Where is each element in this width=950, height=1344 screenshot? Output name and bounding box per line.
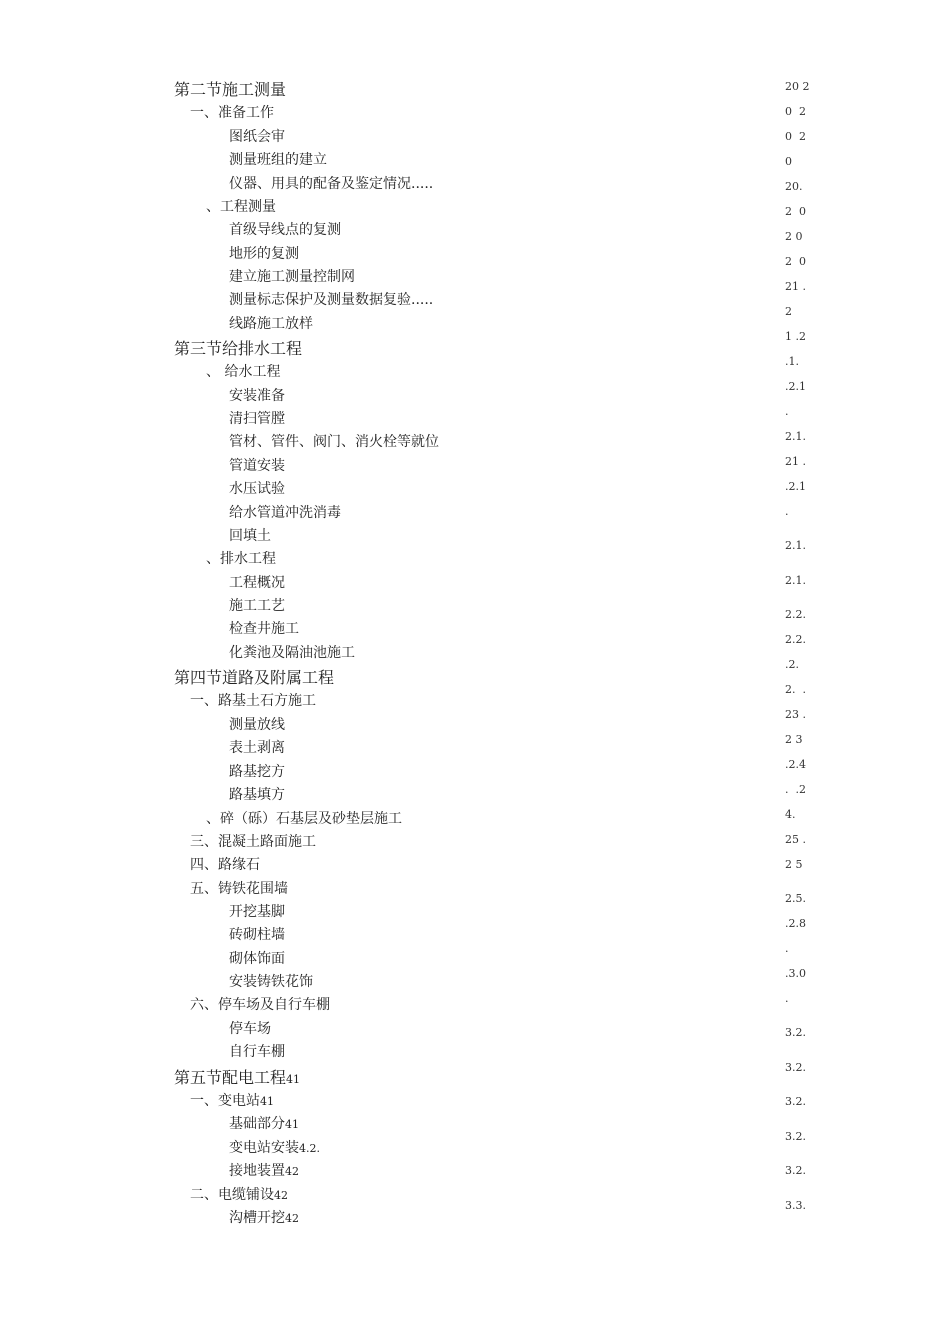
toc-item[interactable]: 砌体饰面 bbox=[229, 951, 285, 967]
toc-item[interactable]: 水压试验 bbox=[229, 481, 285, 497]
page-number: . .2 bbox=[785, 783, 806, 796]
page-number: 2. . bbox=[785, 683, 806, 696]
toc-item[interactable]: 仪器、用具的配备及鉴定情况..... bbox=[229, 176, 434, 192]
page-number: 2 0 bbox=[785, 255, 806, 268]
subsection-heading[interactable] bbox=[190, 1184, 288, 1204]
page-number: 2.2. bbox=[785, 633, 806, 646]
page-number: 3.2. bbox=[785, 1061, 806, 1074]
toc-item[interactable]: 图纸会审 bbox=[229, 129, 285, 145]
toc-item[interactable] bbox=[229, 1160, 299, 1180]
section-heading[interactable]: 第四节道路及附属工程 bbox=[174, 668, 335, 687]
subsection-heading[interactable]: 一、路基土石方施工 bbox=[190, 693, 316, 709]
page-number: .2.1 bbox=[785, 480, 806, 493]
inline-page-number: 41 bbox=[286, 1073, 301, 1086]
inline-page-number: 42 bbox=[274, 1189, 288, 1202]
toc-item[interactable]: 开挖基脚 bbox=[229, 904, 285, 920]
toc-item[interactable]: 线路施工放样 bbox=[229, 316, 313, 332]
page-number: .3.0 bbox=[785, 967, 806, 980]
toc-item[interactable]: 管道安装 bbox=[229, 458, 285, 474]
page-number: . bbox=[785, 992, 789, 1005]
toc-item[interactable]: 首级导线点的复测 bbox=[229, 222, 341, 238]
page-number: 2.5. bbox=[785, 892, 806, 905]
subsection-heading[interactable]: 四、路缘石 bbox=[190, 857, 260, 873]
page-number: . bbox=[785, 942, 789, 955]
inline-page-number: 42 bbox=[285, 1212, 299, 1225]
toc-item-label: 沟槽开挖 bbox=[229, 1210, 285, 1226]
toc-item[interactable]: 安装铸铁花饰 bbox=[229, 974, 313, 990]
toc-item[interactable]: 管材、管件、阀门、消火栓等就位 bbox=[229, 434, 439, 450]
inline-page-number: 41 bbox=[285, 1118, 299, 1131]
page-number: 2 0 bbox=[785, 230, 803, 243]
page-number: 3.3. bbox=[785, 1199, 806, 1212]
page-number: 0 bbox=[785, 155, 792, 168]
page-number: 2 bbox=[785, 305, 792, 318]
toc-item[interactable] bbox=[229, 1113, 299, 1133]
toc-item-label: 接地装置 bbox=[229, 1163, 285, 1179]
subsection-heading[interactable] bbox=[190, 1090, 274, 1110]
toc-item[interactable]: 回填土 bbox=[229, 528, 271, 544]
toc-item[interactable]: 工程概况 bbox=[229, 575, 285, 591]
toc-item[interactable]: 测量放线 bbox=[229, 717, 285, 733]
page-number: 0 2 bbox=[785, 105, 806, 118]
page-number: .2. bbox=[785, 658, 799, 671]
page-number: . bbox=[785, 505, 789, 518]
subsection-heading[interactable]: 、排水工程 bbox=[206, 551, 276, 567]
subsection-heading[interactable]: 、碎（砾）石基层及砂垫层施工 bbox=[206, 811, 402, 827]
page-number: 25 . bbox=[785, 833, 806, 846]
page-number: 3.2. bbox=[785, 1026, 806, 1039]
page-number: 20. bbox=[785, 180, 803, 193]
toc-item-label: 基础部分 bbox=[229, 1116, 285, 1132]
page-number: .1. bbox=[785, 355, 799, 368]
section-heading[interactable]: 第二节施工测量 bbox=[174, 80, 287, 99]
page-number: 3.2. bbox=[785, 1164, 806, 1177]
inline-page-number: 42 bbox=[285, 1165, 299, 1178]
toc-item[interactable]: 化粪池及隔油池施工 bbox=[229, 645, 355, 661]
section-title: 第五节配电工程 bbox=[174, 1068, 287, 1087]
page-number: 2.1. bbox=[785, 539, 806, 552]
page-number: .2.8 bbox=[785, 917, 806, 930]
subsection-heading[interactable]: 、 给水工程 bbox=[206, 364, 281, 380]
subsection-heading[interactable]: 六、停车场及自行车棚 bbox=[190, 997, 330, 1013]
page-number: . bbox=[785, 405, 789, 418]
page-number: 2.1. bbox=[785, 574, 806, 587]
page-number: 20 2 bbox=[785, 80, 810, 93]
page-number: 0 2 bbox=[785, 130, 806, 143]
page-number: 21 . bbox=[785, 280, 806, 293]
page-number: 21 . bbox=[785, 455, 806, 468]
toc-item[interactable]: 给水管道冲洗消毒 bbox=[229, 505, 341, 521]
toc-item[interactable]: 测量班组的建立 bbox=[229, 152, 327, 168]
section-heading[interactable] bbox=[174, 1065, 300, 1088]
subsection-title: 二、电缆铺设 bbox=[190, 1187, 274, 1203]
toc-item[interactable]: 表土剥离 bbox=[229, 740, 285, 756]
page-number: 23 . bbox=[785, 708, 806, 721]
inline-page-number: 41 bbox=[260, 1095, 274, 1108]
toc-item[interactable]: 建立施工测量控制网 bbox=[229, 269, 355, 285]
page-number: 2 5 bbox=[785, 858, 803, 871]
page-number: 2.1. bbox=[785, 430, 806, 443]
subsection-heading[interactable]: 、工程测量 bbox=[206, 199, 276, 215]
page-number: 1 .2 bbox=[785, 330, 806, 343]
subsection-heading[interactable]: 三、混凝土路面施工 bbox=[190, 834, 316, 850]
page-number: 2 0 bbox=[785, 205, 806, 218]
toc-item[interactable]: 地形的复测 bbox=[229, 246, 299, 262]
page-number: 3.2. bbox=[785, 1130, 806, 1143]
toc-item[interactable]: 测量标志保护及测量数据复验..... bbox=[229, 292, 434, 308]
toc-item-label: 变电站安装 bbox=[229, 1140, 299, 1156]
page-number: 2.2. bbox=[785, 608, 806, 621]
toc-item[interactable]: 自行车棚 bbox=[229, 1044, 285, 1060]
section-heading[interactable]: 第三节给排水工程 bbox=[174, 339, 303, 358]
toc-item[interactable]: 施工工艺 bbox=[229, 598, 285, 614]
subsection-heading[interactable]: 五、铸铁花围墙 bbox=[190, 881, 288, 897]
page-number: 3.2. bbox=[785, 1095, 806, 1108]
page-number: .2.1 bbox=[785, 380, 806, 393]
toc-item[interactable]: 检查井施工 bbox=[229, 621, 299, 637]
toc-item[interactable] bbox=[229, 1207, 299, 1227]
page-number: 2 3 bbox=[785, 733, 803, 746]
toc-item[interactable]: 安装准备 bbox=[229, 388, 285, 404]
subsection-heading[interactable]: 一、准备工作 bbox=[190, 105, 274, 121]
page-number: .2.4 bbox=[785, 758, 806, 771]
inline-page-number: 4.2. bbox=[299, 1142, 320, 1155]
subsection-title: 一、变电站 bbox=[190, 1093, 260, 1109]
toc-item[interactable] bbox=[229, 1137, 320, 1157]
toc-item[interactable]: 路基填方 bbox=[229, 787, 285, 803]
toc-item[interactable]: 路基挖方 bbox=[229, 764, 285, 780]
toc-item[interactable]: 清扫管膛 bbox=[229, 411, 285, 427]
page-number: 4. bbox=[785, 808, 796, 821]
toc-item[interactable]: 砖砌柱墙 bbox=[229, 927, 285, 943]
toc-item[interactable]: 停车场 bbox=[229, 1021, 271, 1037]
